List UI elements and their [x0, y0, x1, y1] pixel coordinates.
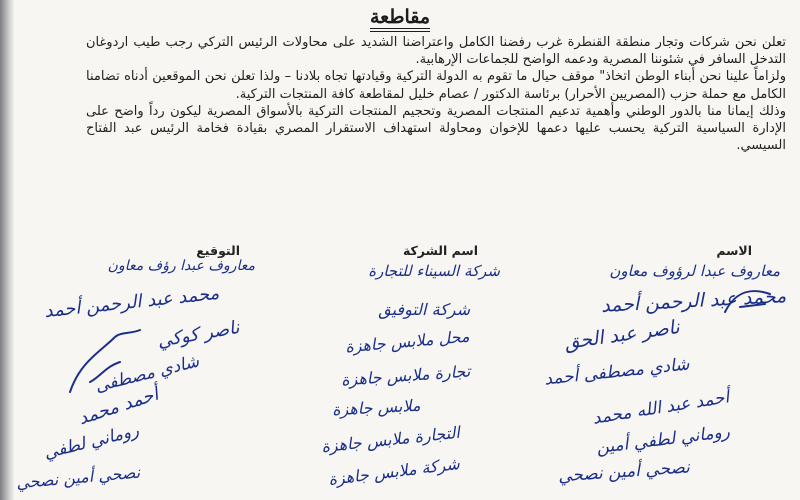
handwritten-name: شادي مصطفى أحمد [543, 354, 691, 390]
handwritten-company: التجارة ملابس جاهزة [320, 422, 461, 457]
handwritten-company: تجارة ملابس جاهزة [340, 361, 471, 390]
handwritten-name: نصحي أمين نصحي [557, 457, 691, 487]
handwritten-company: محل ملابس جاهزة [344, 326, 471, 357]
handwritten-name: معاروف عبدا لرؤوف معاون [609, 262, 780, 280]
handwritten-signature: ناصر كوكي [155, 316, 242, 353]
column-header-name: الاسم [716, 243, 752, 258]
handwritten-company: شركة ملابس جاهزة [327, 454, 461, 489]
signatures-table [0, 258, 800, 500]
document-title: مقاطعة [369, 6, 431, 28]
handwritten-signature: شادي مصطفى [92, 351, 201, 397]
handwritten-name: محمد عبد الرحمن أحمد [600, 285, 787, 317]
handwritten-signature: نصحي أمين نصحي [15, 462, 141, 493]
handwritten-signature: أحمد محمد [75, 383, 162, 430]
pen-scribble [720, 282, 780, 322]
paragraph-3: وذلك إيمانا منا بالدور الوطني وأهمية تدعيم المنتجات المصرية وتحجيم المنتجات التركية بالأسواق المصرية ليكون رداً واضح على الإدارة السياسية التركية يحسب عليها دعمها للإخوان ومحاولة استهداف الاستقرار المصري بقيادة فخامة الرئيس عبد الفتاح السيسي. [86, 103, 786, 154]
paragraph-1: تعلن نحن شركات وتجار منطقة القنطرة غرب رفضنا الكامل واعتراضنا الشديد على محاولات الرئيس التركي رجب طيب اردوغان التدخل السافر في شئوننا المصرية ودعمه الواضح للجماعات الإرهابية. [86, 35, 786, 68]
handwritten-signature: محمد عبد الرحمن أحمد [43, 282, 221, 323]
paragraph-2: ولزاماً علينا نحن أبناء الوطن اتخاذ" موقف حيال ما تقوم به الدولة التركية وقيادتها تجاه بلادنا – ولذا تعلن نحن الموقعين أدناه تضامنا الكامل مع حملة حزب (المصريين الأحرار) برئاسة الدكتور / عصام خليل لمقاطعة كافة المنتجات التركية. [86, 69, 786, 102]
handwritten-company: شركة التوفيق [378, 300, 470, 319]
statement-body [86, 34, 786, 154]
column-header-company: اسم الشركة [402, 243, 478, 258]
handwritten-name: ناصر عبد الحق [563, 316, 681, 354]
column-header-signature: التوقيع [196, 243, 240, 258]
handwritten-company: ملابس جاهزة [331, 395, 421, 420]
handwritten-signature: معاروف عبدا رؤف معاون [107, 258, 255, 274]
handwritten-signature: روماني لطفي [42, 420, 141, 464]
pen-scribble [60, 322, 150, 402]
handwritten-name: أحمد عبد الله محمد [591, 387, 731, 429]
handwritten-company: شركة السيناء للتجارة [368, 262, 500, 280]
handwritten-name: روماني لطفي أمين [595, 421, 731, 459]
